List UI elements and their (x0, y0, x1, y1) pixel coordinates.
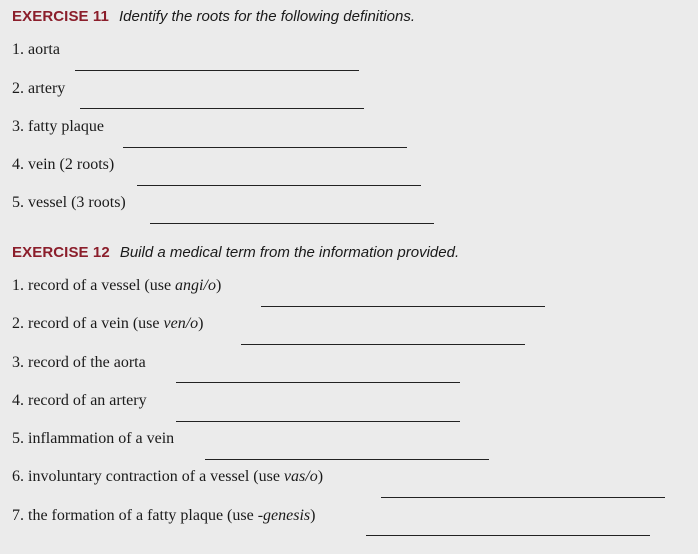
exercise-12-item-1-close: ) (215, 277, 222, 294)
exercise-11-answer-line-3[interactable] (123, 147, 407, 148)
exercise-12-header (12, 244, 459, 261)
exercise-12-answer-line-3[interactable] (176, 382, 460, 383)
exercise-12-item-6 (12, 468, 323, 486)
exercise-12-answer-line-2[interactable] (241, 344, 525, 345)
exercise-11-item-4: 4. vein (2 roots) (12, 156, 115, 173)
exercise-12-item-1-text: 1. record of a vessel (use (12, 277, 176, 294)
exercise-11-instruction: Identify the roots for the following definitions. (118, 8, 415, 25)
exercise-12-item-4-text: 4. record of an artery (12, 392, 147, 409)
exercise-12-item-5 (12, 430, 174, 448)
exercise-11-answer-line-5[interactable] (150, 223, 434, 224)
exercise-12-item-4 (12, 392, 147, 410)
exercise-12-item-1 (12, 277, 221, 295)
exercise-11-label: EXERCISE 11 (12, 8, 109, 25)
exercise-12-item-3 (12, 354, 146, 372)
exercise-11-answer-line-4[interactable] (137, 185, 421, 186)
exercise-12-answer-line-5[interactable] (205, 459, 489, 460)
exercise-11-item-2: 2. artery (12, 80, 66, 97)
exercise-12-item-5-text: 5. inflammation of a vein (12, 430, 175, 447)
exercise-11-item-1: 1. aorta (12, 41, 60, 58)
exercise-11-answer-line-2[interactable] (80, 108, 364, 109)
exercise-11-item-3: 3. fatty plaque (12, 118, 104, 135)
exercise-12-item-7-text: 7. the formation of a fatty plaque (use (12, 507, 258, 524)
exercise-12-answer-line-1[interactable] (261, 306, 545, 307)
exercise-12-item-7 (12, 507, 315, 525)
exercise-12-item-1-root: angi/o (175, 277, 216, 294)
exercise-12-item-2-close: ) (198, 315, 204, 332)
exercise-12-item-6-close: ) (317, 468, 324, 485)
exercise-12-instruction: Build a medical term from the information provided. (119, 244, 460, 261)
exercise-12-label: EXERCISE 12 (12, 244, 110, 261)
exercise-12-item-2-text: 2. record of a vein (use (12, 315, 164, 332)
exercise-12-item-3-text: 3. record of the aorta (12, 354, 146, 371)
exercise-12-item-2-root: ven/o (163, 315, 199, 332)
exercise-12-answer-line-6[interactable] (381, 497, 665, 498)
exercise-12-item-7-root: -genesis (257, 507, 311, 524)
exercise-12-item-6-text: 6. involuntary contraction of a vessel (use (12, 468, 284, 485)
exercise-11-header (12, 8, 415, 25)
exercise-12-answer-line-4[interactable] (176, 421, 460, 422)
exercise-11-answer-line-1[interactable] (75, 70, 359, 71)
exercise-12-item-6-root: vas/o (283, 468, 318, 485)
exercise-12-item-7-close: ) (310, 507, 316, 524)
exercise-12-answer-line-7[interactable] (366, 535, 650, 536)
exercise-12-item-2 (12, 315, 203, 333)
exercise-11-item-5: 5. vessel (3 roots) (12, 194, 126, 211)
